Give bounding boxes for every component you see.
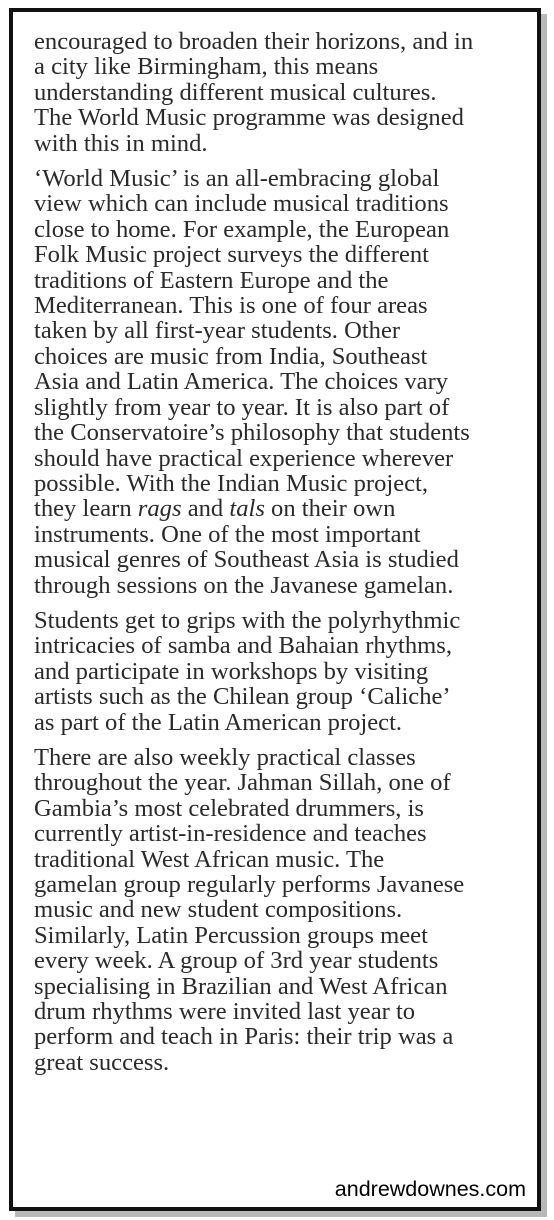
text-line: perform and teach in Paris: their trip was a (34, 1023, 454, 1051)
text-line: intricacies of samba and Bahaian rhythms, (34, 632, 452, 660)
text-line: Folk Music project surveys the different (34, 241, 430, 269)
article-body (34, 29, 512, 1075)
paragraph (34, 608, 512, 735)
text-line: Gambia’s most celebrated drummers, is (34, 794, 424, 822)
text-line: should have practical experience wherever (34, 444, 454, 472)
italic-term: rags (137, 495, 182, 523)
text-line: Mediterranean. This is one of four areas (34, 292, 428, 320)
text-segment: on their own (264, 495, 396, 523)
text-line: every week. A group of 3rd year students (34, 947, 439, 975)
text-line: possible. With the Indian Music project, (34, 469, 429, 497)
text-line: Students get to grips with the polyrhythmic (34, 606, 461, 634)
italic-term: tals (229, 495, 265, 523)
text-line: instruments. One of the most important (34, 520, 421, 548)
text-line: artists such as the Chilean group ‘Caliche’ (34, 683, 451, 711)
text-line: with this in mind. (34, 129, 208, 157)
text-line: specialising in Brazilian and West African (34, 972, 448, 1000)
text-line: taken by all first-year students. Other (34, 317, 401, 345)
text-line: and participate in workshops by visiting (34, 657, 429, 685)
paragraph (34, 29, 512, 156)
paragraph (34, 745, 512, 1075)
text-segment: and (181, 495, 230, 523)
paragraph (34, 166, 512, 598)
text-line: ‘World Music’ is an all-embracing global (34, 165, 440, 193)
text-line: great success. (34, 1048, 170, 1076)
text-line: understanding different musical cultures. (34, 78, 437, 106)
text-line: view which can include musical traditions (34, 190, 449, 218)
text-line: currently artist-in-residence and teaches (34, 820, 427, 848)
text-line: encouraged to broaden their horizons, and in (34, 28, 474, 55)
text-line: a city like Birmingham, this means (34, 53, 379, 81)
text-line: throughout the year. Jahman Sillah, one of (34, 769, 451, 797)
text-line: music and new student compositions. (34, 896, 403, 924)
text-line: There are also weekly practical classes (34, 743, 416, 771)
text-line: drum rhythms were invited last year to (34, 998, 416, 1026)
watermark: andrewdownes.com (334, 1177, 526, 1201)
text-line: traditional West African music. The (34, 845, 385, 873)
text-line: slightly from year to year. It is also part of (34, 393, 450, 421)
text-line: Asia and Latin America. The choices vary (34, 368, 449, 396)
text-line: as part of the Latin American project. (34, 708, 403, 736)
text-line: traditions of Eastern Europe and the (34, 266, 389, 294)
text-line: close to home. For example, the European (34, 215, 450, 243)
text-line: the Conservatoire’s philosophy that students (34, 419, 470, 447)
text-line: gamelan group regularly performs Javanese (34, 871, 465, 898)
text-line: musical genres of Southeast Asia is studied (34, 546, 459, 574)
text-line (34, 496, 512, 521)
text-line: through sessions on the Javanese gamelan. (34, 571, 454, 599)
text-line: choices are music from India, Southeast (34, 342, 428, 370)
text-line: The World Music programme was designed (34, 104, 464, 132)
text-segment: they learn (34, 495, 138, 523)
text-line: Similarly, Latin Percussion groups meet (34, 921, 428, 949)
